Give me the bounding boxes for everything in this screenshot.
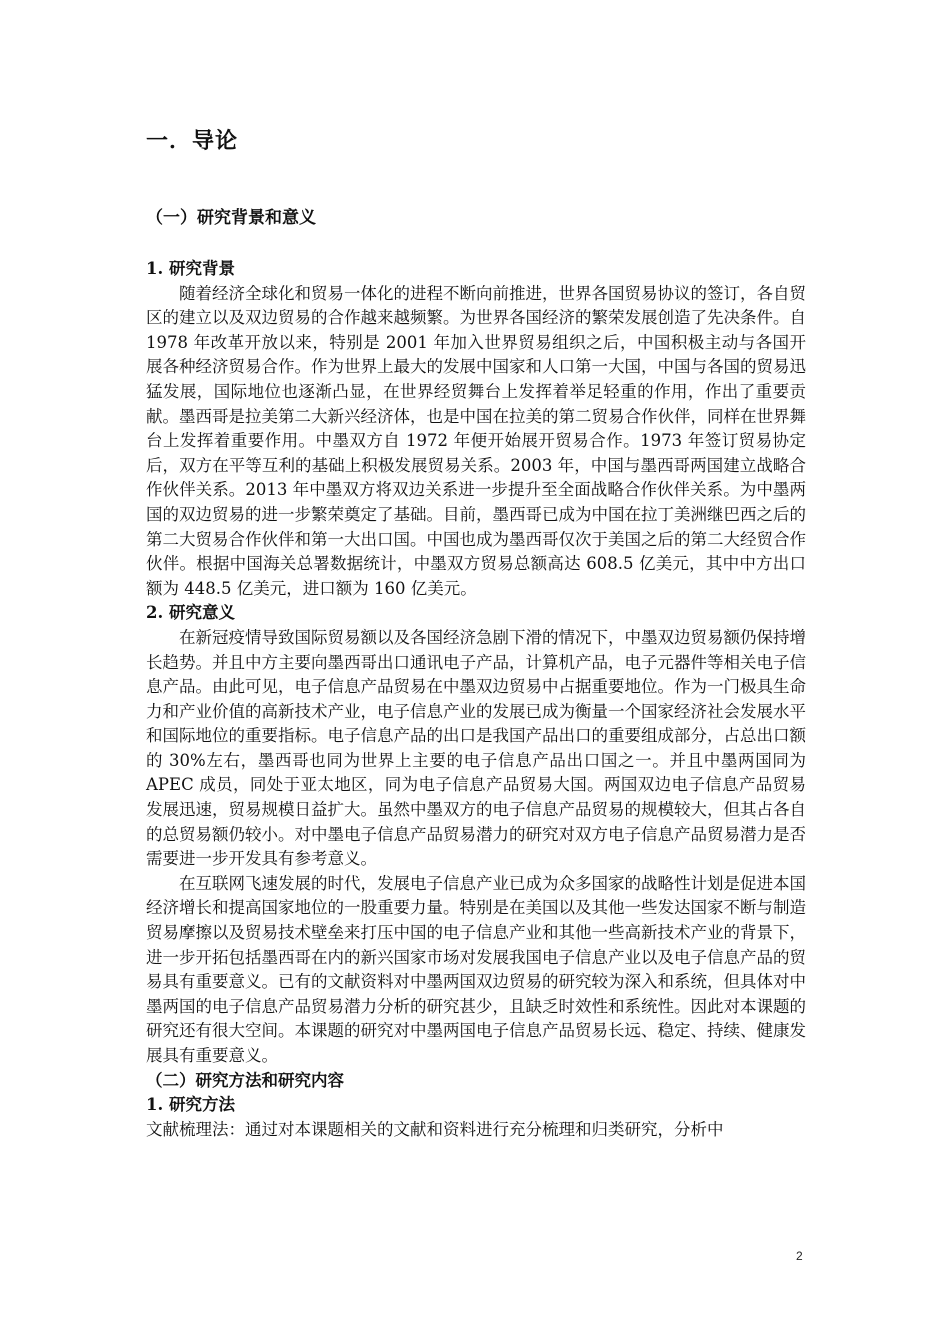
paragraph-research-significance-2: 在互联网飞速发展的时代，发展电子信息产业已成为众多国家的战略性计划是促进本国经济增长和提高国家地位的一股重要力量。特别是在美国以及其他一些发达国家不断与制造贸易摩擦以及贸易技术壁垒来打压中国的电子信息产业和其他一些高新技术产业的背景下，进一步开拓包括墨西哥在内的新兴国家市场对发展我国电子信息产业以及电子信息产品的贸易具有重要意义。已有的文献资料对中墨两国双边贸易的研究较为深入和系统，但具体对中墨两国的电子信息产品贸易潜力分析的研究甚少，且缺乏时效性和系统性。因此对本课题的研究还有很大空间。本课题的研究对中墨两国电子信息产品贸易长远、稳定、持续、健康发展具有重要意义。 <box>146 873 806 1065</box>
subsection-heading-research-background: 1. 研究背景 <box>146 259 235 278</box>
chapter-heading: 一．导论 <box>146 128 239 154</box>
paragraph-literature-review-method: 文献梳理法：通过对本课题相关的文献和资料进行充分梳理和归类研究，分析中 <box>146 1119 724 1139</box>
subsection-heading-research-significance: 2. 研究意义 <box>146 603 235 623</box>
page-number: 2 <box>796 1249 803 1263</box>
body-text <box>146 257 806 1142</box>
paragraph-research-background: 随着经济全球化和贸易一体化的进程不断向前推进，世界各国贸易协议的签订，各自贸区的建立以及双边贸易的合作越来越频繁。为世界各国经济的繁荣发展创造了先决条件。自 1978 年改革开放以来，特别是 2001 年加入世界贸易组织之后，中国积极主动与各国开展各种经济贸易合作。作为世界上最大的发展中国家和人口第一大国，中国与各国的贸易迅猛发展，国际地位也逐渐凸显，在世界经贸舞台上发挥着举足轻重的作用，作出了重要贡献。墨西哥是拉美第二大新兴经济体，也是中国在拉美的第二贸易合作伙伴，同样在世界舞台上发挥着重要作用。中墨双方自 1972 年便开始展开贸易合作。1973 年签订贸易协定后，双方在平等互利的基础上积极发展贸易关系。2003 年，中国与墨西哥两国建立战略合作伙伴关系。2013 年中墨双方将双边关系进一步提升至全面战略合作伙伴关系。为中墨两国的双边贸易的进一步繁荣奠定了基础。目前，墨西哥已成为中国在拉丁美洲继巴西之后的第二大贸易合作伙伴和第一大出口国。中国也成为墨西哥仅次于美国之后的第二大经贸合作伙伴。根据中国海关总署数据统计，中墨双方贸易总额高达 608.5 亿美元，其中中方出口额为 448.5 亿美元，进口额为 160 亿美元。 <box>146 283 806 598</box>
section-heading-research-background-significance: （一）研究背景和意义 <box>146 208 316 228</box>
section-heading-research-methods-content: （二）研究方法和研究内容 <box>146 1070 344 1090</box>
subsection-heading-research-methods: 1. 研究方法 <box>146 1095 235 1115</box>
paragraph-research-significance-1: 在新冠疫情导致国际贸易额以及各国经济急剧下滑的情况下，中墨双边贸易额仍保持增长趋势。并且中方主要向墨西哥出口通讯电子产品，计算机产品，电子元器件等相关电子信息产品。由此可见，电子信息产品贸易在中墨双边贸易中占据重要地位。作为一门极具生命力和产业价值的高新技术产业，电子信息产业的发展已成为衡量一个国家经济社会发展水平和国际地位的重要指标。电子信息产品的出口是我国产品出口的重要组成部分，占总出口额的 30%左右，墨西哥也同为世界上主要的电子信息产品出口国之一。并且中墨两国同为 APEC 成员，同处于亚太地区，同为电子信息产品贸易大国。两国双边电子信息产品贸易发展迅速，贸易规模日益扩大。虽然中墨双方的电子信息产品贸易的规模较大，但其占各自的总贸易额仍较小。对中墨电子信息产品贸易潜力的研究对双方电子信息产品贸易潜力是否需要进一步开发具有参考意义。 <box>146 627 806 869</box>
